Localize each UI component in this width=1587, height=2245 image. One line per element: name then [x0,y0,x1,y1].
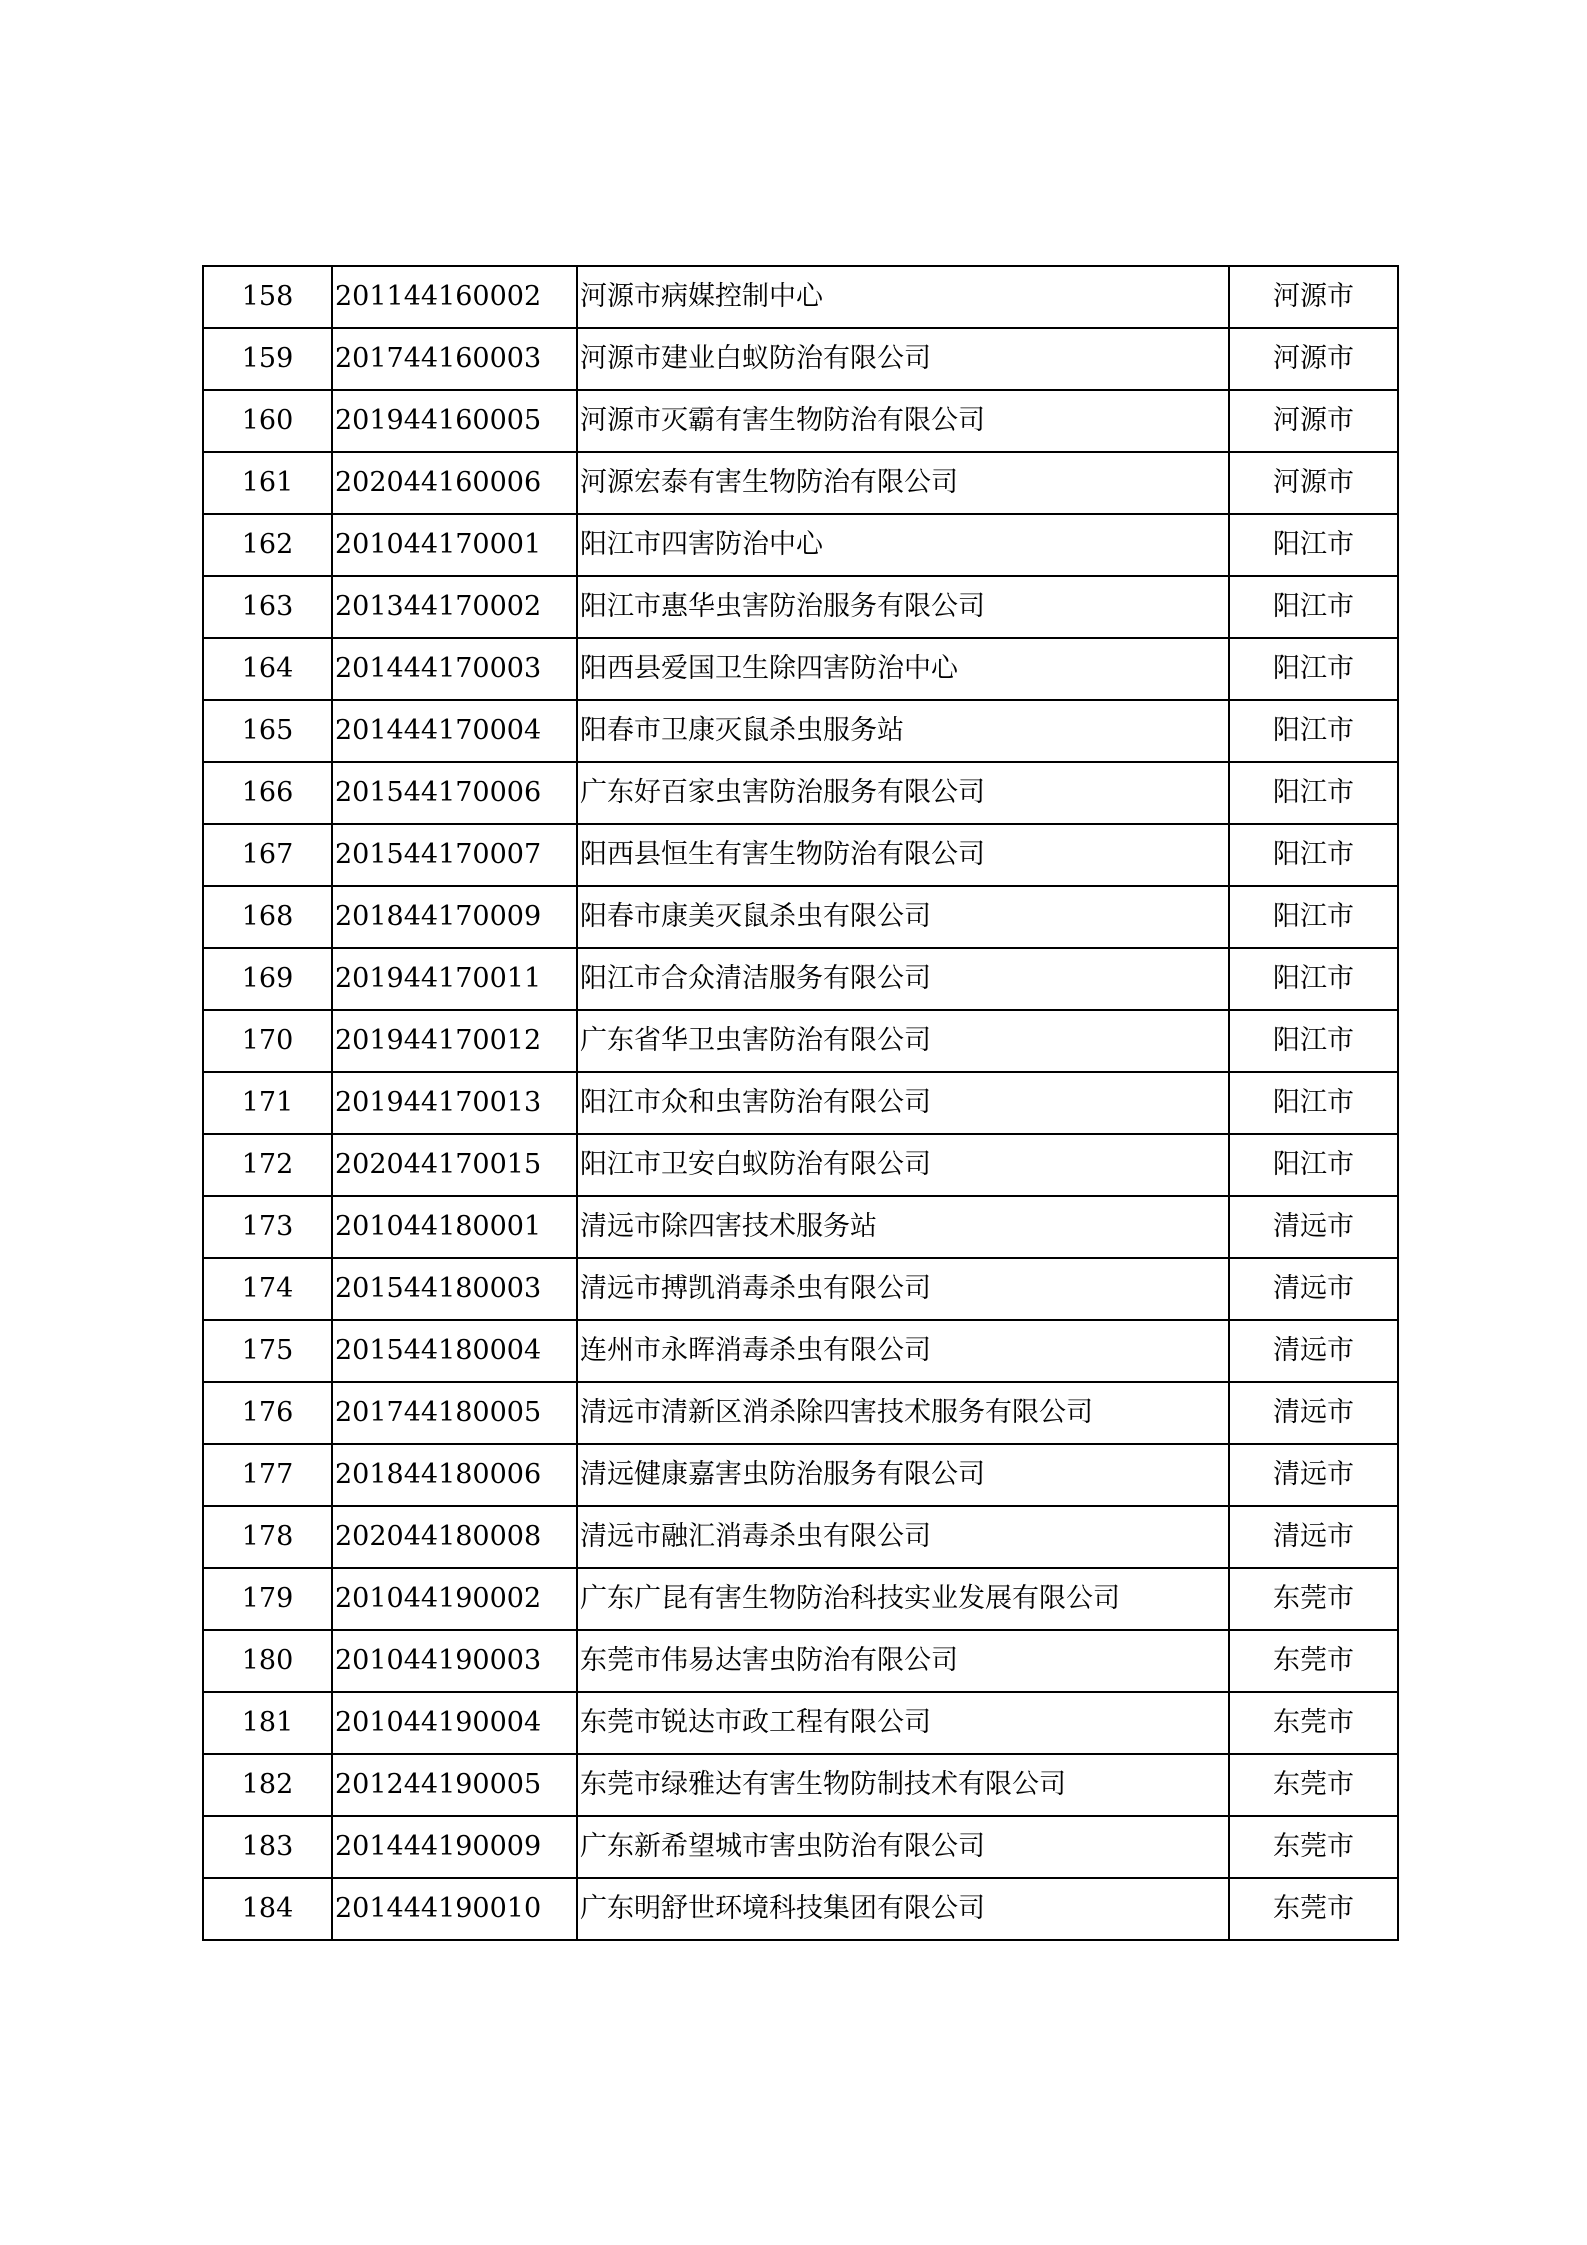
city-cell: 阳江市 [1229,638,1398,700]
table-row [203,762,1398,824]
organization-name-cell: 广东广昆有害生物防治科技实业发展有限公司 [577,1568,1229,1630]
organization-name-cell: 清远市融汇消毒杀虫有限公司 [577,1506,1229,1568]
registration-code-cell: 201444170003 [332,638,577,700]
organization-name-cell: 东莞市锐达市政工程有限公司 [577,1692,1229,1754]
city-cell: 河源市 [1229,328,1398,390]
organization-name-cell: 清远市搏凯消毒杀虫有限公司 [577,1258,1229,1320]
city-cell: 河源市 [1229,266,1398,328]
city-cell: 阳江市 [1229,1072,1398,1134]
table-row [203,1878,1398,1940]
row-number-cell: 174 [203,1258,332,1320]
registration-code-cell: 201544170006 [332,762,577,824]
registration-code-cell: 201344170002 [332,576,577,638]
organization-name-cell: 东莞市绿雅达有害生物防制技术有限公司 [577,1754,1229,1816]
row-number-cell: 158 [203,266,332,328]
row-number-cell: 172 [203,1134,332,1196]
city-cell: 清远市 [1229,1258,1398,1320]
row-number-cell: 160 [203,390,332,452]
city-cell: 阳江市 [1229,1134,1398,1196]
table-row [203,1258,1398,1320]
row-number-cell: 175 [203,1320,332,1382]
registration-code-cell: 201844170009 [332,886,577,948]
organization-name-cell: 连州市永晖消毒杀虫有限公司 [577,1320,1229,1382]
organization-name-cell: 河源市病媒控制中心 [577,266,1229,328]
table-row [203,1072,1398,1134]
table-row [203,638,1398,700]
registration-code-cell: 201144160002 [332,266,577,328]
registration-code-cell: 202044180008 [332,1506,577,1568]
row-number-cell: 163 [203,576,332,638]
table-row [203,1506,1398,1568]
table-row [203,576,1398,638]
organization-name-cell: 河源市灭霸有害生物防治有限公司 [577,390,1229,452]
organization-name-cell: 河源市建业白蚁防治有限公司 [577,328,1229,390]
registration-code-cell: 201744180005 [332,1382,577,1444]
organization-name-cell: 阳江市众和虫害防治有限公司 [577,1072,1229,1134]
organization-name-cell: 阳春市卫康灭鼠杀虫服务站 [577,700,1229,762]
city-cell: 阳江市 [1229,514,1398,576]
city-cell: 阳江市 [1229,886,1398,948]
row-number-cell: 171 [203,1072,332,1134]
table-row [203,1568,1398,1630]
row-number-cell: 159 [203,328,332,390]
organization-name-cell: 清远健康嘉害虫防治服务有限公司 [577,1444,1229,1506]
registration-code-cell: 201544180003 [332,1258,577,1320]
row-number-cell: 177 [203,1444,332,1506]
registry-table-body [203,266,1398,1940]
table-row [203,1692,1398,1754]
organization-name-cell: 阳春市康美灭鼠杀虫有限公司 [577,886,1229,948]
row-number-cell: 162 [203,514,332,576]
registration-code-cell: 201544180004 [332,1320,577,1382]
table-row [203,700,1398,762]
organization-name-cell: 清远市清新区消杀除四害技术服务有限公司 [577,1382,1229,1444]
table-row [203,1382,1398,1444]
table-row [203,1010,1398,1072]
registration-code-cell: 201944170013 [332,1072,577,1134]
registration-code-cell: 201844180006 [332,1444,577,1506]
table-row [203,1630,1398,1692]
organization-name-cell: 阳江市卫安白蚁防治有限公司 [577,1134,1229,1196]
row-number-cell: 165 [203,700,332,762]
registration-code-cell: 201044190002 [332,1568,577,1630]
registration-code-cell: 201944170011 [332,948,577,1010]
row-number-cell: 168 [203,886,332,948]
table-row [203,1134,1398,1196]
registry-table-container [202,265,1395,1941]
table-row [203,1320,1398,1382]
city-cell: 阳江市 [1229,576,1398,638]
city-cell: 清远市 [1229,1444,1398,1506]
city-cell: 阳江市 [1229,762,1398,824]
row-number-cell: 173 [203,1196,332,1258]
organization-name-cell: 广东新希望城市害虫防治有限公司 [577,1816,1229,1878]
row-number-cell: 184 [203,1878,332,1940]
registry-table [202,265,1399,1941]
city-cell: 东莞市 [1229,1754,1398,1816]
registration-code-cell: 201044190003 [332,1630,577,1692]
row-number-cell: 178 [203,1506,332,1568]
table-row [203,514,1398,576]
registration-code-cell: 201544170007 [332,824,577,886]
city-cell: 阳江市 [1229,1010,1398,1072]
city-cell: 东莞市 [1229,1568,1398,1630]
table-row [203,452,1398,514]
row-number-cell: 181 [203,1692,332,1754]
organization-name-cell: 阳西县爱国卫生除四害防治中心 [577,638,1229,700]
table-row [203,824,1398,886]
table-row [203,1196,1398,1258]
table-row [203,1816,1398,1878]
row-number-cell: 169 [203,948,332,1010]
organization-name-cell: 阳江市四害防治中心 [577,514,1229,576]
table-row [203,266,1398,328]
table-row [203,328,1398,390]
city-cell: 清远市 [1229,1382,1398,1444]
city-cell: 东莞市 [1229,1630,1398,1692]
registration-code-cell: 201444190009 [332,1816,577,1878]
organization-name-cell: 广东省华卫虫害防治有限公司 [577,1010,1229,1072]
city-cell: 阳江市 [1229,824,1398,886]
city-cell: 清远市 [1229,1196,1398,1258]
city-cell: 东莞市 [1229,1692,1398,1754]
city-cell: 河源市 [1229,452,1398,514]
table-row [203,1754,1398,1816]
organization-name-cell: 东莞市伟易达害虫防治有限公司 [577,1630,1229,1692]
city-cell: 河源市 [1229,390,1398,452]
row-number-cell: 179 [203,1568,332,1630]
row-number-cell: 167 [203,824,332,886]
registration-code-cell: 201944170012 [332,1010,577,1072]
table-row [203,1444,1398,1506]
registration-code-cell: 201444170004 [332,700,577,762]
city-cell: 阳江市 [1229,700,1398,762]
city-cell: 清远市 [1229,1320,1398,1382]
registration-code-cell: 201044180001 [332,1196,577,1258]
organization-name-cell: 阳西县恒生有害生物防治有限公司 [577,824,1229,886]
organization-name-cell: 阳江市合众清洁服务有限公司 [577,948,1229,1010]
organization-name-cell: 广东好百家虫害防治服务有限公司 [577,762,1229,824]
row-number-cell: 161 [203,452,332,514]
organization-name-cell: 河源宏泰有害生物防治有限公司 [577,452,1229,514]
table-row [203,886,1398,948]
row-number-cell: 164 [203,638,332,700]
row-number-cell: 183 [203,1816,332,1878]
registration-code-cell: 201244190005 [332,1754,577,1816]
organization-name-cell: 广东明舒世环境科技集团有限公司 [577,1878,1229,1940]
registration-code-cell: 201044170001 [332,514,577,576]
row-number-cell: 166 [203,762,332,824]
city-cell: 东莞市 [1229,1816,1398,1878]
organization-name-cell: 阳江市惠华虫害防治服务有限公司 [577,576,1229,638]
row-number-cell: 182 [203,1754,332,1816]
organization-name-cell: 清远市除四害技术服务站 [577,1196,1229,1258]
city-cell: 阳江市 [1229,948,1398,1010]
registration-code-cell: 202044160006 [332,452,577,514]
registration-code-cell: 201744160003 [332,328,577,390]
row-number-cell: 180 [203,1630,332,1692]
registration-code-cell: 202044170015 [332,1134,577,1196]
table-row [203,948,1398,1010]
table-row [203,390,1398,452]
registration-code-cell: 201444190010 [332,1878,577,1940]
registration-code-cell: 201044190004 [332,1692,577,1754]
city-cell: 东莞市 [1229,1878,1398,1940]
row-number-cell: 170 [203,1010,332,1072]
row-number-cell: 176 [203,1382,332,1444]
registration-code-cell: 201944160005 [332,390,577,452]
city-cell: 清远市 [1229,1506,1398,1568]
